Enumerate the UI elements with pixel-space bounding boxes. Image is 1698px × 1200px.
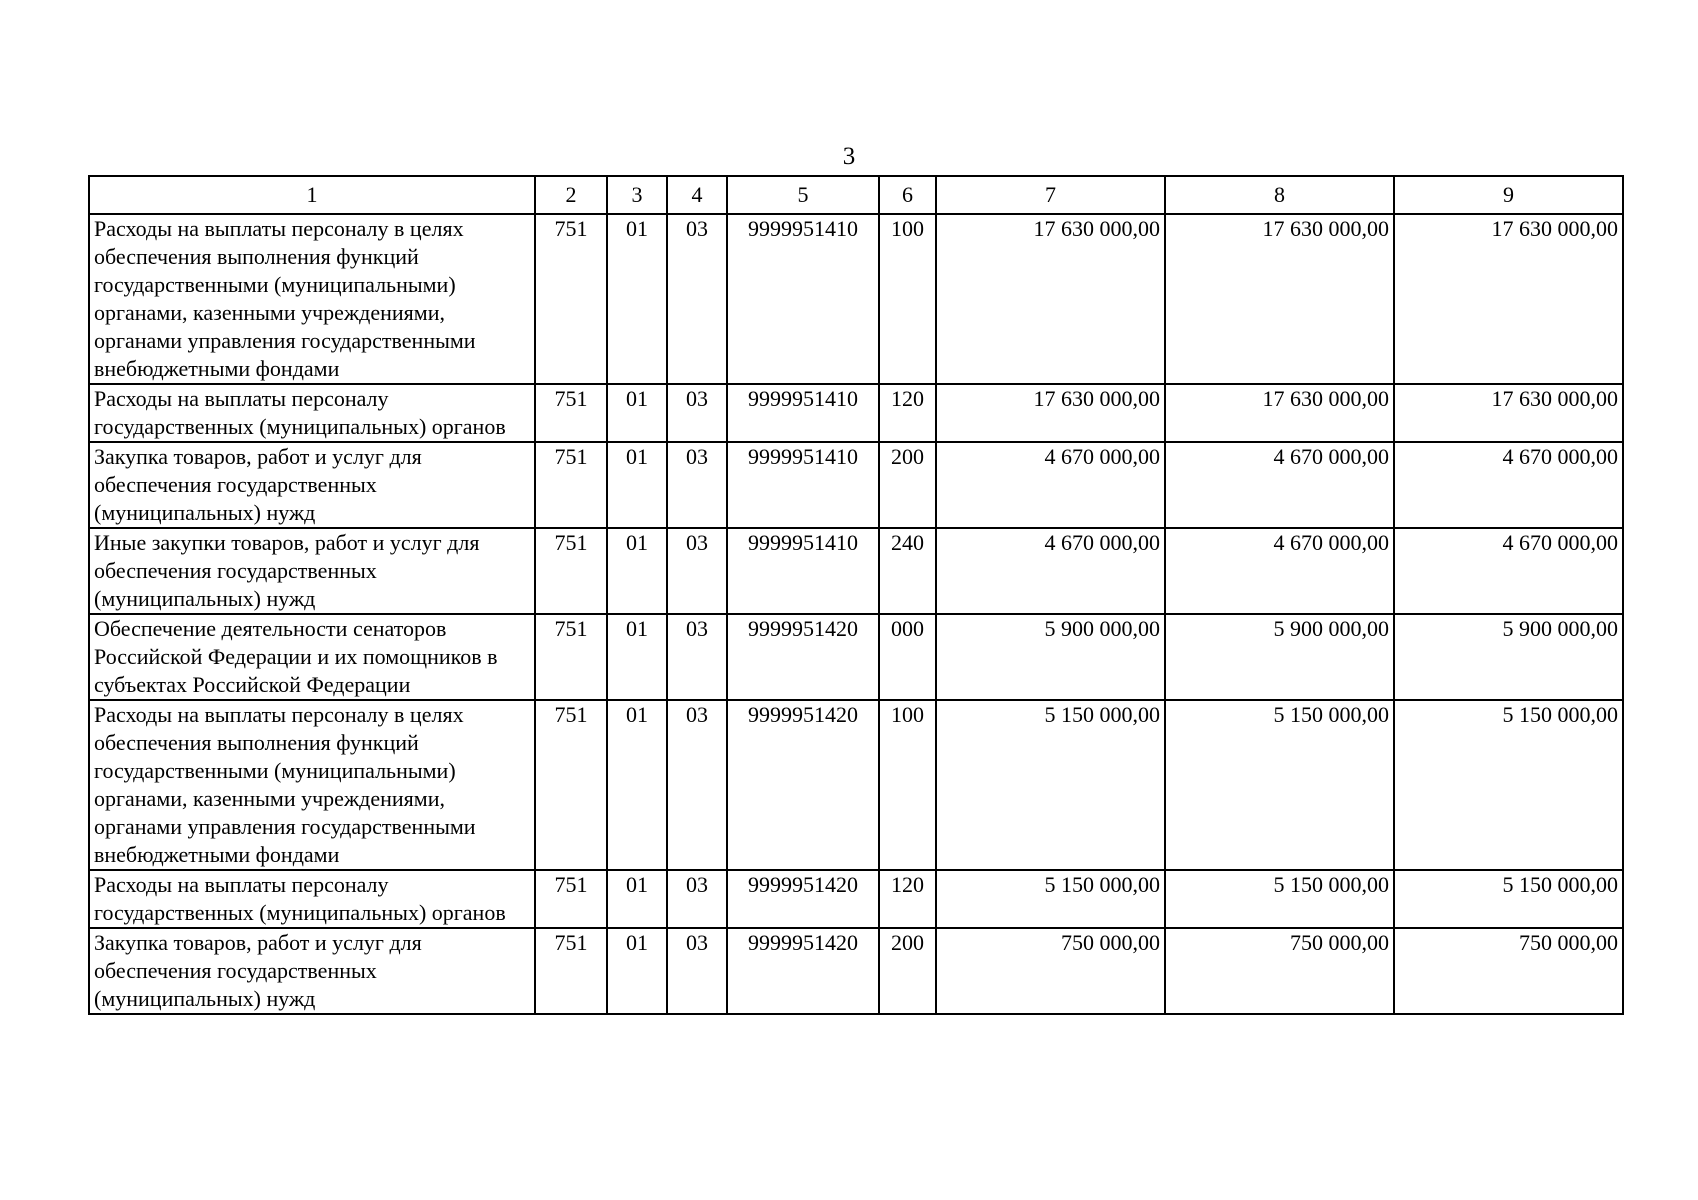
ministry-code: 751 bbox=[535, 928, 607, 1014]
section-code: 01 bbox=[607, 528, 667, 614]
amount-col8: 750 000,00 bbox=[1165, 928, 1394, 1014]
budget-table bbox=[88, 175, 1624, 1015]
amount-col9: 5 150 000,00 bbox=[1394, 700, 1623, 870]
target-article-code: 9999951420 bbox=[727, 870, 879, 928]
target-article-code: 9999951410 bbox=[727, 214, 879, 384]
amount-col9: 4 670 000,00 bbox=[1394, 442, 1623, 528]
amount-col7: 17 630 000,00 bbox=[936, 384, 1165, 442]
ministry-code: 751 bbox=[535, 870, 607, 928]
table-row bbox=[89, 214, 1623, 384]
target-article-code: 9999951410 bbox=[727, 442, 879, 528]
amount-col7: 4 670 000,00 bbox=[936, 528, 1165, 614]
page-number: 3 bbox=[842, 143, 856, 170]
amount-col9: 5 150 000,00 bbox=[1394, 870, 1623, 928]
amount-col9: 17 630 000,00 bbox=[1394, 214, 1623, 384]
column-header: 4 bbox=[667, 176, 727, 214]
expense-name: Расходы на выплаты персоналу в целях обеспечения выполнения функций государственными (муниципальными) органами, казенными учреждениями, органами управления государственными внебюджетными фондами bbox=[89, 700, 535, 870]
column-header: 1 bbox=[89, 176, 535, 214]
amount-col8: 5 150 000,00 bbox=[1165, 700, 1394, 870]
ministry-code: 751 bbox=[535, 384, 607, 442]
table-row bbox=[89, 384, 1623, 442]
expense-type-code: 100 bbox=[879, 700, 936, 870]
subsection-code: 03 bbox=[667, 528, 727, 614]
ministry-code: 751 bbox=[535, 700, 607, 870]
expense-name: Расходы на выплаты персоналу государственных (муниципальных) органов bbox=[89, 870, 535, 928]
section-code: 01 bbox=[607, 614, 667, 700]
column-header: 7 bbox=[936, 176, 1165, 214]
expense-name: Закупка товаров, работ и услуг для обеспечения государственных (муниципальных) нужд bbox=[89, 928, 535, 1014]
table-row bbox=[89, 870, 1623, 928]
section-code: 01 bbox=[607, 442, 667, 528]
subsection-code: 03 bbox=[667, 214, 727, 384]
amount-col8: 17 630 000,00 bbox=[1165, 384, 1394, 442]
column-header: 5 bbox=[727, 176, 879, 214]
amount-col9: 5 900 000,00 bbox=[1394, 614, 1623, 700]
expense-name: Иные закупки товаров, работ и услуг для обеспечения государственных (муниципальных) нужд bbox=[89, 528, 535, 614]
subsection-code: 03 bbox=[667, 928, 727, 1014]
subsection-code: 03 bbox=[667, 384, 727, 442]
column-header: 6 bbox=[879, 176, 936, 214]
amount-col8: 17 630 000,00 bbox=[1165, 214, 1394, 384]
amount-col7: 4 670 000,00 bbox=[936, 442, 1165, 528]
ministry-code: 751 bbox=[535, 528, 607, 614]
target-article-code: 9999951420 bbox=[727, 614, 879, 700]
amount-col8: 5 150 000,00 bbox=[1165, 870, 1394, 928]
section-code: 01 bbox=[607, 214, 667, 384]
amount-col7: 5 150 000,00 bbox=[936, 870, 1165, 928]
column-number-row bbox=[89, 176, 1623, 214]
table-row bbox=[89, 614, 1623, 700]
amount-col9: 17 630 000,00 bbox=[1394, 384, 1623, 442]
expense-type-code: 200 bbox=[879, 928, 936, 1014]
column-header: 8 bbox=[1165, 176, 1394, 214]
expense-type-code: 000 bbox=[879, 614, 936, 700]
expense-name: Расходы на выплаты персоналу государственных (муниципальных) органов bbox=[89, 384, 535, 442]
amount-col7: 17 630 000,00 bbox=[936, 214, 1165, 384]
amount-col8: 4 670 000,00 bbox=[1165, 442, 1394, 528]
expense-type-code: 120 bbox=[879, 384, 936, 442]
subsection-code: 03 bbox=[667, 614, 727, 700]
amount-col9: 750 000,00 bbox=[1394, 928, 1623, 1014]
section-code: 01 bbox=[607, 928, 667, 1014]
subsection-code: 03 bbox=[667, 870, 727, 928]
expense-type-code: 100 bbox=[879, 214, 936, 384]
expense-type-code: 120 bbox=[879, 870, 936, 928]
amount-col7: 5 150 000,00 bbox=[936, 700, 1165, 870]
expense-type-code: 240 bbox=[879, 528, 936, 614]
expense-name: Обеспечение деятельности сенаторов Российской Федерации и их помощников в субъектах Российской Федерации bbox=[89, 614, 535, 700]
section-code: 01 bbox=[607, 384, 667, 442]
amount-col7: 5 900 000,00 bbox=[936, 614, 1165, 700]
target-article-code: 9999951410 bbox=[727, 528, 879, 614]
target-article-code: 9999951420 bbox=[727, 928, 879, 1014]
amount-col8: 5 900 000,00 bbox=[1165, 614, 1394, 700]
table-row bbox=[89, 700, 1623, 870]
ministry-code: 751 bbox=[535, 614, 607, 700]
section-code: 01 bbox=[607, 700, 667, 870]
amount-col9: 4 670 000,00 bbox=[1394, 528, 1623, 614]
expense-name: Закупка товаров, работ и услуг для обеспечения государственных (муниципальных) нужд bbox=[89, 442, 535, 528]
table-row bbox=[89, 928, 1623, 1014]
ministry-code: 751 bbox=[535, 214, 607, 384]
ministry-code: 751 bbox=[535, 442, 607, 528]
expense-name: Расходы на выплаты персоналу в целях обеспечения выполнения функций государственными (муниципальными) органами, казенными учреждениями, органами управления государственными внебюджетными фондами bbox=[89, 214, 535, 384]
target-article-code: 9999951420 bbox=[727, 700, 879, 870]
column-header: 9 bbox=[1394, 176, 1623, 214]
amount-col7: 750 000,00 bbox=[936, 928, 1165, 1014]
amount-col8: 4 670 000,00 bbox=[1165, 528, 1394, 614]
subsection-code: 03 bbox=[667, 442, 727, 528]
column-header: 2 bbox=[535, 176, 607, 214]
expense-type-code: 200 bbox=[879, 442, 936, 528]
target-article-code: 9999951410 bbox=[727, 384, 879, 442]
table-row bbox=[89, 528, 1623, 614]
column-header: 3 bbox=[607, 176, 667, 214]
subsection-code: 03 bbox=[667, 700, 727, 870]
table-row bbox=[89, 442, 1623, 528]
section-code: 01 bbox=[607, 870, 667, 928]
